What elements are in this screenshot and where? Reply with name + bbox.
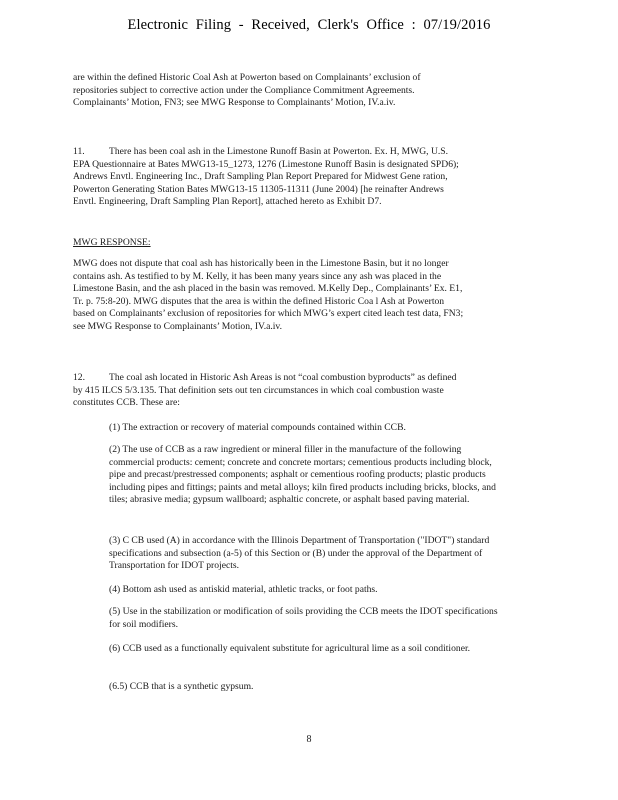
list-item: (2) The use of CCB as a raw ingredient or mineral filler in the manufacture of the following commercial products: cement; concrete and concrete mortars; cementious products including block, pipe and precast/prestressed components; asphalt or cementious roofing products; plastic products including pipes and fittings; paints and metal alloys; kiln fired products including bricks, blocks, and tiles; abrasive media; gypsum wallboard; asphaltic concrete, or asphalt based paving material.: [109, 444, 496, 506]
paragraph-11-number: 11.: [73, 146, 85, 157]
list-item: (6.5) CCB that is a synthetic gypsum.: [109, 681, 254, 692]
paragraph-10-tail: [73, 72, 465, 110]
paragraph-10-text: are within the defined Historic Coal Ash at Powerton based on Complainants’ exclusion of repositories subject to corrective action under the Compliance Commitment Agreements. Complainants’ Motion, FN3; see MWG Response to Complainants’ Motion, IV.a.iv.: [73, 72, 421, 109]
mwg-response-text: MWG does not dispute that coal ash has historically been in the Limestone Basin, but it no longer contains ash. As testified to by M. Kelly, it has been many years since any ash was placed in the Limestone Basin, and the ash placed in the basin was removed. M.Kelly Dep., Complainants’ Ex. E1, Tr. p. 75:8-20). MWG disputes that the area is within the defined Historic Coa l Ash at Powerton based on Complainants’ exclusion of repositories for which MWG’s expert cited leach test data, FN3; see MWG Response to Complainants’ Motion, IV.a.iv.: [73, 258, 464, 332]
mwg-response-body: [73, 258, 465, 334]
list-item: (4) Bottom ash used as antiskid material, athletic tracks, or foot paths.: [109, 584, 378, 595]
mwg-response-heading: MWG RESPONSE:: [73, 237, 151, 248]
mwg-response-heading-block: [73, 237, 465, 250]
paragraph-11: [73, 146, 465, 209]
list-item: (1) The extraction or recovery of material compounds contained within CCB.: [109, 422, 406, 433]
list-item: (3) C CB used (A) in accordance with the Illinois Department of Transportation ("IDOT") standard specifications and subsection (a-5) of this Section or (B) under the approval of the Department of Transportation for IDOT projects.: [109, 535, 490, 572]
paragraph-12-text: The coal ash located in Historic Ash Areas is not “coal combustion byproducts” as defined by 415 ILCS 5/3.135. That definition sets out ten circumstances in which coal combustion waste constitutes CCB. These are:: [73, 372, 457, 409]
paragraph-11-text: There has been coal ash in the Limestone Runoff Basin at Powerton. Ex. H, MWG, U.S. EPA Questionnaire at Bates MWG13-15_1273, 1276 (Limestone Runoff Basin is designated SPD6); Andrews Envtl. Engineering Inc., Draft Sampling Plan Report Prepared for Midwest Gene ration, Powerton Generating Station Bates MWG13-15 11305-11311 (June 2004) [he reinafter Andrews Envtl. Engineering, Draft Sampling Plan Report], attached hereto as Exhibit D7.: [73, 146, 459, 208]
list-item: (5) Use in the stabilization or modification of soils providing the CCB meets the IDOT specifications for soil modifiers.: [109, 606, 498, 630]
page-number: 8: [306, 734, 312, 745]
paragraph-12-number: 12.: [73, 372, 85, 383]
list-item: (6) CCB used as a functionally equivalent substitute for agricultural lime as a soil conditioner.: [109, 643, 471, 654]
filing-stamp-header: Electronic Filing - Received, Clerk's Office : 07/19/2016: [127, 17, 491, 33]
paragraph-12: [73, 372, 465, 410]
